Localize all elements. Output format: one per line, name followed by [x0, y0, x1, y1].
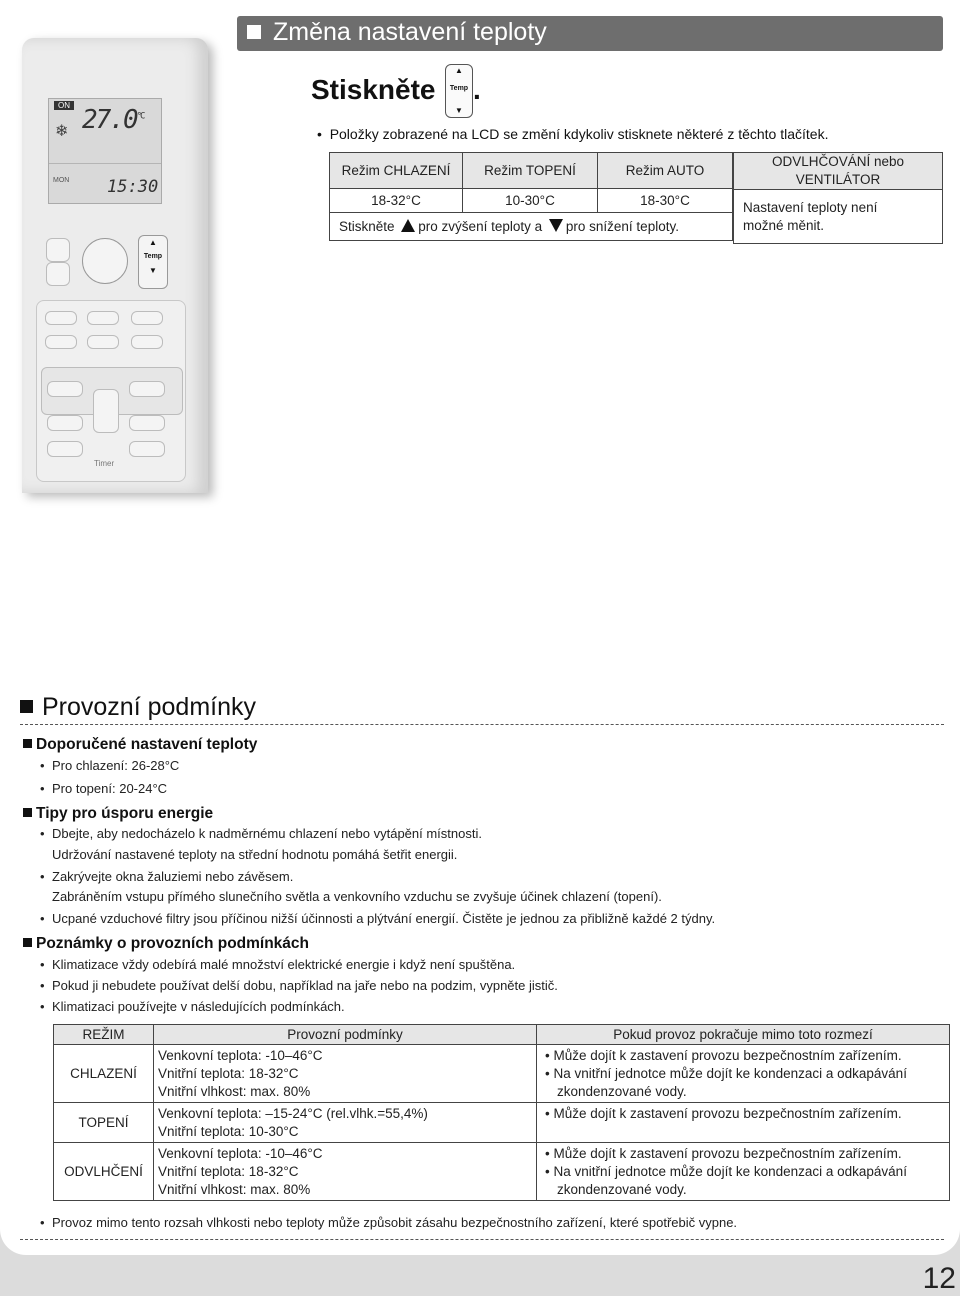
table-row: TOPENÍ Venkovní teplota: –15-24°C (rel.vlhk.=55,4%) Vnitřní teplota: 10-30°C • Může dojít k zastavení provozu bezpečnostním zařízením. [54, 1103, 950, 1143]
lcd-temperature: $27.0^{^\circ C}$ [82, 105, 144, 135]
mode-temperature-table: Režim CHLAZENÍ Režim TOPENÍ Režim AUTO 18-32°C 10-30°C 18-30°C Stiskněte pro zvýšení teploty a pro snížení teploty. [329, 152, 733, 241]
timer-label: Timer [94, 459, 115, 468]
dry-fan-box: ODVLHČOVÁNÍ nebo VENTILÁTOR Nastavení teploty není možné měnit. [733, 152, 943, 244]
list-item: • Ucpané vzduchové filtry jsou příčinou nižší účinnosti a plýtvání energií. Čistěte je jednou za přibližně každé 2 týdny. [40, 911, 716, 926]
section-header-temp-change [237, 16, 943, 51]
press-label: Stiskněte [311, 74, 436, 105]
temp-instruction: Stiskněte pro zvýšení teploty a pro snížení teploty. [330, 213, 733, 241]
operating-conditions-table: REŽIM Provozní podmínky Pokud provoz pokračuje mimo toto rozmezí CHLAZENÍ Venkovní teplota: -10–46°C Vnitřní teplota: 18-32°C Vnitřní vlhkost: max. 80% • Může dojít k zastavení provozu bezpečnostním zařízením. • Na vnitřní jednotce může dojít ke kondenzaci a odkapávání zkondenzované vody. TOPENÍ Venkovní teplota: –15-24°C (rel.vlhk.=55,4%) Vnitřní teplota: 10-30°C • Může dojít k zastavení provozu bezpečnostním zařízením. ODVLHČENÍ Venkovní teplota: -10–46°C Vnitřní teplota: 18-32°C Vnitřní vlhkost: max. 80% • Může dojít k zastavení provozu bezpečnostním zařízením. • Na vnitřní jednotce může dojít ke kondenzaci a odkapávání zkondenzované vody. [53, 1024, 950, 1201]
manual-page: Změna nastavení teploty ON ❄ $27.0^{^\circ C}$ MON 15:30 ▲ Temp ▼ Timer Stiskněte ▲ Temp ▼ . • Položky zobrazené na LCD se změní kdykoliv stisknete některé z těchto tlačítek. Režim CHLAZENÍ Režim TOPENÍ Režim AUTO 18-32°C 10-30°C 18-30°C Stiskněte pro zvýšení teploty a pro snížení teploty. ODVLHČOVÁNÍ nebo VENTILÁTOR Nastavení teploty není možné měnit. Provozní podmínky Doporučené nastavení teploty • Pro chlazení: 26-28°C • Pro topení: 20-24°C Tipy pro úsporu energie • Dbejte, aby nedocházelo k nadměrnému chlazení nebo vytápění místnosti. Udržování nastavené teploty na střední hodnotu pomáhá šetřit energii. • Zakrývejte okna žaluziemi nebo závěsem. Zabráněním vstupu přímého slunečního světla a venkovního vzduchu se zvyšuje účinek chlazení (topení). • Ucpané vzduchové filtry jsou příčinou nižší účinnosti a plýtvání energií. Čistěte je jednou za přibližně každé 2 týdny. Poznámky o provozních podmínkách • Klimatizace vždy odebírá malé množství elektrické energie i když není spuštěna. • Pokud ji nebudete používat delší dobu, například na jaře nebo na podzim, vypněte jistič. • Klimatizaci používejte v následujících podmínkách. REŽIM Provozní podmínky Pokud provoz pokračuje mimo toto rozmezí CHLAZENÍ Venkovní teplota: -10–46°C Vnitřní teplota: 18-32°C Vnitřní vlhkost: max. 80% • Může dojít k zastavení provozu bezpečnostním zařízením. • Na vnitřní jednotce může dojít ke kondenzaci a odkapávání zkondenzované vody. TOPENÍ Venkovní teplota: –15-24°C (rel.vlhk.=55,4%) Vnitřní teplota: 10-30°C • Může dojít k zastavení provozu bezpečnostním zařízením. ODVLHČENÍ Venkovní teplota: -10–46°C Vnitřní teplota: 18-32°C Vnitřní vlhkost: max. 80% • Může dojít k zastavení provozu bezpečnostním zařízením. • Na vnitřní jednotce může dojít ke kondenzaci a odkapávání zkondenzované vody. • Provoz mimo tento rozsah vlhkosti nebo teploty může způsobit zásahu bezpečnostního zařízení, které spotřebič vypne. [0, 0, 960, 1255]
list-item: • Klimatizaci používejte v následujících podmínkách. [40, 999, 345, 1014]
list-item: • Dbejte, aby nedocházelo k nadměrnému chlazení nebo vytápění místnosti. [40, 826, 482, 841]
arrow-down-icon: ▼ [149, 266, 157, 275]
temp-key-icon: ▲ Temp ▼ [445, 64, 473, 118]
dashed-divider [20, 724, 944, 725]
square-bullet-icon [247, 25, 261, 39]
remote-button [46, 262, 70, 286]
lcd-on-indicator: ON [54, 101, 74, 110]
snowflake-icon: ❄ [55, 123, 69, 140]
subheading-energy-tips: Tipy pro úsporu energie [23, 805, 213, 823]
arrow-up-icon: ▲ [149, 238, 157, 247]
square-bullet-icon [20, 700, 33, 713]
section-title-operating-conditions: Provozní podmínky [20, 693, 256, 722]
lcd-day: MON [53, 177, 70, 184]
section-title: Změna nastavení teploty [273, 18, 547, 46]
remote-button [46, 238, 70, 262]
list-item: • Pokud ji nebudete používat delší dobu, například na jaře nebo na podzim, vypněte jistič. [40, 978, 558, 993]
triangle-down-icon [549, 219, 563, 232]
dashed-divider [20, 1239, 944, 1240]
list-item: • Pro topení: 20-24°C [40, 781, 168, 796]
footnote: • Provoz mimo tento rozsah vlhkosti nebo teploty může způsobit zásahu bezpečnostního zařízení, které spotřebič vypne. [40, 1215, 738, 1230]
remote-dial [82, 238, 128, 284]
list-item: • Pro chlazení: 26-28°C [40, 758, 180, 773]
table-row: CHLAZENÍ Venkovní teplota: -10–46°C Vnitřní teplota: 18-32°C Vnitřní vlhkost: max. 80% • Může dojít k zastavení provozu bezpečnostním zařízením. • Na vnitřní jednotce může dojít ke kondenzaci a odkapávání zkondenzované vody. [54, 1045, 950, 1103]
bullet-text: • Položky zobrazené na LCD se změní kdykoliv stisknete některé z těchto tlačítek. [317, 126, 829, 142]
list-item: • Klimatizace vždy odebírá malé množství elektrické energie i když není spuštěna. [40, 957, 516, 972]
lcd-clock: 15:30 [107, 177, 159, 197]
list-item: • Zakrývejte okna žaluziemi nebo závěsem. [40, 869, 294, 884]
subheading-notes: Poznámky o provozních podmínkách [23, 935, 309, 953]
remote-temp-button: ▲ Temp ▼ [138, 235, 168, 289]
subheading-recommended: Doporučené nastavení teploty [23, 736, 257, 754]
page-number: 12 [922, 1262, 956, 1295]
remote-lcd [48, 98, 162, 204]
table-row: ODVLHČENÍ Venkovní teplota: -10–46°C Vnitřní teplota: 18-32°C Vnitřní vlhkost: max. 80% • Může dojít k zastavení provozu bezpečnostním zařízením. • Na vnitřní jednotce může dojít ke kondenzaci a odkapávání zkondenzované vody. [54, 1143, 950, 1201]
remote-lower-panel [36, 300, 186, 482]
remote-controller-illustration [22, 38, 208, 493]
triangle-up-icon [401, 219, 415, 232]
